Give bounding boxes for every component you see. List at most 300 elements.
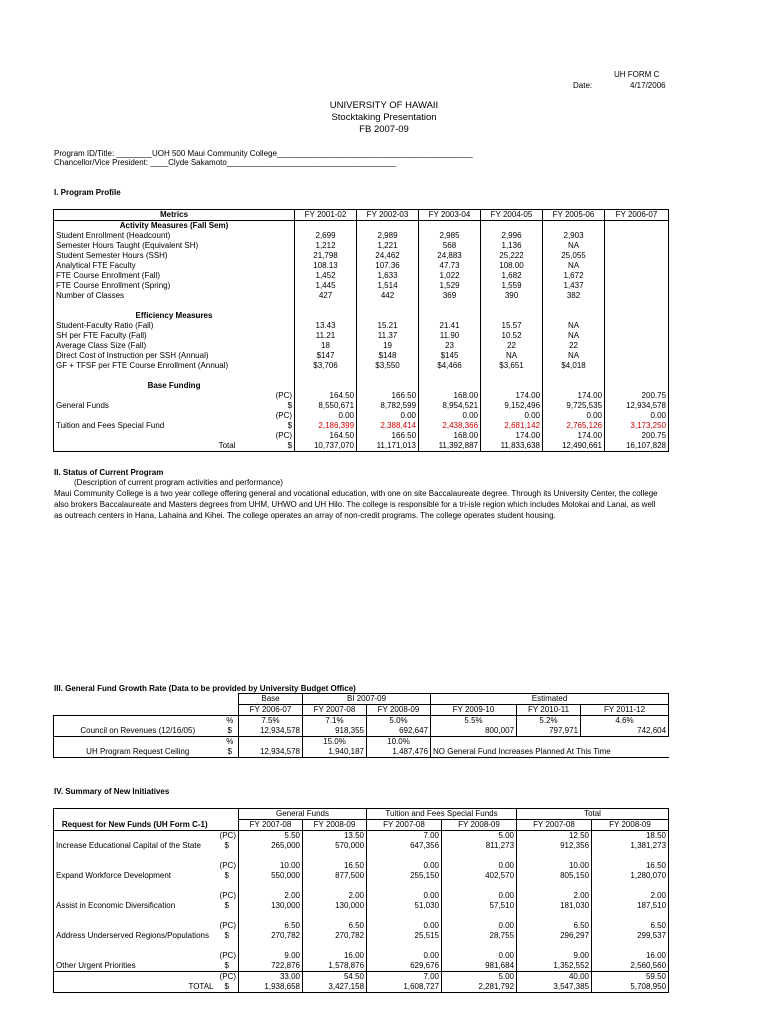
growth-group-row — [54, 694, 669, 705]
funding-value: 174.00 — [543, 391, 605, 401]
table-cell — [54, 861, 216, 871]
program-status-description: Maui Community College is a two year college offering general and vocational education, with one on site Baccalaureate degree. Through its University Center, the college also brokers Baccalaureate and Masters degrees from UHM, UHWO and UH Hilo. The college is responsible for a tri-isle region which includes Molokai and Lanai, as well as outreach centers in Hana, Lahaina and Kihei. The college operates an array of non-credit programs. The college operates student housing. — [54, 489, 658, 520]
table-cell — [517, 851, 592, 861]
funding-value: 200.75 — [605, 431, 669, 441]
activity-row — [54, 251, 669, 261]
table-cell — [419, 381, 481, 391]
council-amount: 797,971 — [517, 726, 581, 737]
efficiency-heading: Efficiency Measures — [54, 311, 295, 321]
funding-value: 168.00 — [419, 391, 481, 401]
metric-value: 1,682 — [481, 271, 543, 281]
pc-value: 0.00 — [442, 891, 517, 901]
table-cell — [605, 381, 669, 391]
table-cell — [295, 221, 357, 232]
dollar-unit: $ — [216, 901, 239, 911]
activity-row — [54, 241, 669, 251]
initiative-label: Increase Educational Capital of the State — [56, 841, 201, 850]
base-funding-row — [54, 421, 669, 431]
usd-value: 629,676 — [367, 961, 442, 972]
total-pc-value: 7.00 — [367, 972, 442, 983]
table-cell — [303, 941, 367, 951]
date-label: Date: — [573, 81, 593, 90]
year-header: FY 2007-08 — [239, 820, 303, 831]
section-1-heading: I. Program Profile — [54, 188, 121, 197]
dollar-unit: $ — [216, 982, 239, 993]
pc-unit: (PC) — [216, 972, 239, 983]
initiative-pc-row — [54, 831, 669, 842]
metric-label: FTE Course Enrollment (Spring) — [54, 281, 295, 291]
base-funding-row — [54, 401, 669, 411]
base-funding-row — [54, 411, 669, 421]
table-cell — [419, 311, 481, 321]
funding-value: 2,681,142 — [481, 421, 543, 431]
table-cell — [605, 371, 669, 381]
funding-value: 8,550,671 — [295, 401, 357, 411]
metric-value: $3,706 — [295, 361, 357, 371]
year-header: FY 2011-12 — [581, 705, 669, 716]
metric-value — [605, 321, 669, 331]
metric-value: 15.21 — [357, 321, 419, 331]
spacer-row — [54, 881, 669, 891]
metric-value: NA — [543, 261, 605, 271]
year-header: FY 2010-11 — [517, 705, 581, 716]
request-percent: 15.0% — [303, 737, 367, 748]
table-cell — [54, 851, 216, 861]
general-funds-header: General Funds — [239, 809, 367, 820]
year-header: FY 2006-07 — [239, 705, 303, 716]
funding-value: 11,833,638 — [481, 441, 543, 452]
dollar-unit: $ — [216, 961, 239, 972]
section-3-heading: III. General Fund Growth Rate (Data to be provided by University Budget Office) — [54, 684, 356, 693]
table-cell — [592, 881, 669, 891]
total-usd-value: 3,547,385 — [517, 982, 592, 993]
initiative-usd-row — [54, 901, 669, 911]
council-percent: 5.2% — [517, 716, 581, 727]
pc-value: 0.00 — [442, 861, 517, 871]
funding-value: 200.75 — [605, 391, 669, 401]
initiative-pc-row — [54, 891, 669, 901]
funding-value: 12,934,578 — [605, 401, 669, 411]
table-cell — [543, 311, 605, 321]
funding-value: 9,152,496 — [481, 401, 543, 411]
usd-value: 2,560,560 — [592, 961, 669, 972]
funding-value: 2,765,126 — [543, 421, 605, 431]
council-amount: 742,604 — [581, 726, 669, 737]
total-header: Total — [517, 809, 669, 820]
table-cell — [54, 705, 239, 716]
usd-value: 25,515 — [367, 931, 442, 941]
funding-unit: $ — [238, 401, 295, 411]
initiatives-group-row — [54, 809, 669, 820]
base-group-header: Base — [239, 694, 303, 705]
metric-value: 390 — [481, 291, 543, 301]
year-header: FY 2007-08 — [303, 705, 367, 716]
total-usd-row — [54, 982, 669, 993]
metric-value: 10.52 — [481, 331, 543, 341]
metric-value — [605, 281, 669, 291]
metric-value: 15.57 — [481, 321, 543, 331]
year-header: FY 2009-10 — [431, 705, 517, 716]
table-cell — [216, 820, 239, 831]
pc-value: 5.50 — [239, 831, 303, 842]
initiative-usd-row — [54, 871, 669, 881]
pc-unit: (PC) — [216, 861, 239, 871]
usd-value: 299,537 — [592, 931, 669, 941]
metric-value: 24,462 — [357, 251, 419, 261]
usd-value: 296,297 — [517, 931, 592, 941]
funding-value: 174.00 — [481, 431, 543, 441]
base-funding-row — [54, 441, 669, 452]
spacer-row — [54, 941, 669, 951]
table-cell — [357, 311, 419, 321]
initiatives-year-row — [54, 820, 669, 831]
total-pc-value: 54.50 — [303, 972, 367, 983]
request-note: NO General Fund Increases Planned At This Time — [431, 747, 669, 758]
pc-unit: (PC) — [216, 921, 239, 931]
table-cell — [442, 941, 517, 951]
table-cell — [367, 851, 442, 861]
council-percent: 5.5% — [431, 716, 517, 727]
metric-label: SH per FTE Faculty (Fall) — [54, 331, 295, 341]
table-cell — [605, 221, 669, 232]
table-cell — [543, 381, 605, 391]
funding-unit: $ — [238, 421, 295, 431]
usd-value: 402,570 — [442, 871, 517, 881]
year-header: FY 2001-02 — [295, 210, 357, 221]
metric-value: $3,550 — [357, 361, 419, 371]
table-cell — [54, 809, 239, 820]
table-cell — [54, 881, 216, 891]
table-cell — [216, 881, 239, 891]
metric-value: 1,022 — [419, 271, 481, 281]
chancellor-line: Chancellor/Vice President: ____Clyde Sakamoto______________________________________ — [54, 158, 396, 167]
table-cell — [543, 301, 605, 311]
metric-value: 369 — [419, 291, 481, 301]
table-cell — [54, 716, 222, 727]
funding-value: 3,173,250 — [605, 421, 669, 431]
metric-value: 108.13 — [295, 261, 357, 271]
metric-value: 22 — [481, 341, 543, 351]
table-cell — [605, 301, 669, 311]
pc-value: 7.00 — [367, 831, 442, 842]
metrics-header: Metrics — [54, 210, 295, 221]
table-cell — [295, 371, 357, 381]
metric-value: 11.37 — [357, 331, 419, 341]
pc-value: 16.00 — [303, 951, 367, 961]
metric-value: 2,996 — [481, 231, 543, 241]
metric-value: 1,672 — [543, 271, 605, 281]
metric-value — [605, 261, 669, 271]
pc-value: 9.00 — [517, 951, 592, 961]
initiative-usd-row — [54, 841, 669, 851]
usd-value: 57,510 — [442, 901, 517, 911]
growth-year-row — [54, 705, 669, 716]
report-title — [234, 100, 534, 136]
year-header: FY 2008-09 — [367, 705, 431, 716]
usd-value: 130,000 — [239, 901, 303, 911]
efficiency-row — [54, 321, 669, 331]
usd-value: 181,030 — [517, 901, 592, 911]
table-cell — [481, 301, 543, 311]
metric-value: 1,452 — [295, 271, 357, 281]
funding-value: 164.50 — [295, 391, 357, 401]
metric-value: $4,018 — [543, 361, 605, 371]
metric-value: 25,055 — [543, 251, 605, 261]
metric-value: $148 — [357, 351, 419, 361]
pc-unit: (PC) — [216, 891, 239, 901]
metric-value: NA — [481, 351, 543, 361]
metric-value: 2,699 — [295, 231, 357, 241]
metric-value — [605, 251, 669, 261]
efficiency-row — [54, 331, 669, 341]
year-header: FY 2008-09 — [442, 820, 517, 831]
funding-value: 164.50 — [295, 431, 357, 441]
pc-value: 13.50 — [303, 831, 367, 842]
year-header: FY 2002-03 — [357, 210, 419, 221]
funding-label: Tuition and Fees Special Fund — [56, 421, 165, 430]
metric-value: 22 — [543, 341, 605, 351]
metric-value — [605, 331, 669, 341]
metric-value: 47.73 — [419, 261, 481, 271]
activity-row — [54, 281, 669, 291]
pc-value: 6.50 — [592, 921, 669, 931]
pc-value: 2.00 — [303, 891, 367, 901]
request-usd-row — [54, 747, 669, 758]
funding-value: 16,107,828 — [605, 441, 669, 452]
table-cell — [295, 381, 357, 391]
total-pc-row — [54, 972, 669, 983]
metric-value: 11.21 — [295, 331, 357, 341]
metric-label: Semester Hours Taught (Equivalent SH) — [54, 241, 295, 251]
usd-value: 28,755 — [442, 931, 517, 941]
request-percent: 10.0% — [367, 737, 431, 748]
table-cell — [357, 371, 419, 381]
usd-value: 51,030 — [367, 901, 442, 911]
metric-value: $145 — [419, 351, 481, 361]
usd-value: 1,280,070 — [592, 871, 669, 881]
usd-value: 1,381,273 — [592, 841, 669, 851]
metric-label: Analytical FTE Faculty — [54, 261, 295, 271]
table-cell — [357, 301, 419, 311]
efficiency-row — [54, 341, 669, 351]
activity-row — [54, 261, 669, 271]
activity-row — [54, 271, 669, 281]
metric-label: Number of Classes — [54, 291, 295, 301]
table-cell — [216, 941, 239, 951]
funding-value: 2,388,414 — [357, 421, 419, 431]
usd-value: 130,000 — [303, 901, 367, 911]
efficiency-heading-row — [54, 311, 669, 321]
council-usd-row — [54, 726, 669, 737]
metric-value: 24,883 — [419, 251, 481, 261]
table-cell — [543, 221, 605, 232]
tuition-funds-header: Tuition and Fees Special Funds — [367, 809, 517, 820]
usd-value: 270,782 — [239, 931, 303, 941]
initiative-pc-row — [54, 861, 669, 871]
metric-value — [605, 341, 669, 351]
usd-value: 187,510 — [592, 901, 669, 911]
spacer-row — [54, 851, 669, 861]
usd-value: 255,150 — [367, 871, 442, 881]
request-percent — [239, 737, 303, 748]
usd-value: 722,876 — [239, 961, 303, 972]
table-cell — [303, 851, 367, 861]
year-header: FY 2007-08 — [517, 820, 592, 831]
activity-heading-row — [54, 221, 669, 232]
table-cell — [442, 911, 517, 921]
usd-value: 647,356 — [367, 841, 442, 851]
usd-value: 805,150 — [517, 871, 592, 881]
pc-value: 2.00 — [517, 891, 592, 901]
table-cell — [442, 851, 517, 861]
funding-label — [54, 391, 238, 401]
metric-value: NA — [543, 331, 605, 341]
request-label: UH Program Request Ceiling — [54, 747, 222, 758]
pc-value: 10.00 — [517, 861, 592, 871]
funding-unit: (PC) — [238, 431, 295, 441]
initiative-usd-row — [54, 931, 669, 941]
metric-value: 1,212 — [295, 241, 357, 251]
efficiency-row — [54, 351, 669, 361]
funding-label: Total — [218, 441, 236, 450]
metric-value — [605, 361, 669, 371]
request-amount: 12,934,578 — [239, 747, 303, 758]
metric-value: 1,514 — [357, 281, 419, 291]
funding-value: 0.00 — [419, 411, 481, 421]
form-id: UH FORM C — [614, 70, 660, 79]
table-cell — [517, 941, 592, 951]
funding-value: 168.00 — [419, 431, 481, 441]
metric-value: 18 — [295, 341, 357, 351]
funding-unit: (PC) — [238, 411, 295, 421]
base-funding-heading: Base Funding — [54, 381, 295, 391]
table-cell — [303, 911, 367, 921]
profile-header-row — [54, 210, 669, 221]
council-amount: 12,934,578 — [239, 726, 303, 737]
section-4-heading: IV. Summary of New Initiatives — [54, 787, 170, 796]
usd-value: 1,352,552 — [517, 961, 592, 972]
table-cell — [431, 737, 669, 748]
table-cell — [239, 881, 303, 891]
initiative-usd-row — [54, 961, 669, 972]
base-funding-row — [54, 431, 669, 441]
total-usd-value: 5,708,950 — [592, 982, 669, 993]
presentation-name: Stocktaking Presentation — [331, 112, 437, 123]
initiative-pc-row — [54, 921, 669, 931]
table-cell — [303, 881, 367, 891]
usd-value: 877,500 — [303, 871, 367, 881]
university-name: UNIVERSITY OF HAWAII — [329, 100, 439, 111]
funding-value: 0.00 — [295, 411, 357, 421]
usd-value: 570,000 — [303, 841, 367, 851]
table-cell — [367, 941, 442, 951]
table-cell — [517, 881, 592, 891]
metric-value: 107.36 — [357, 261, 419, 271]
metric-value — [605, 271, 669, 281]
table-cell — [605, 311, 669, 321]
metric-value: $4,466 — [419, 361, 481, 371]
funding-value: 166.50 — [357, 431, 419, 441]
table-cell — [54, 737, 222, 748]
year-header: FY 2008-09 — [303, 820, 367, 831]
base-heading-row — [54, 381, 669, 391]
table-cell — [481, 311, 543, 321]
section-2-subheading: (Description of current program activities and performance) — [74, 478, 283, 487]
table-cell — [419, 301, 481, 311]
metric-value: 1,633 — [357, 271, 419, 281]
table-cell — [54, 371, 295, 381]
new-initiatives-table — [53, 808, 669, 993]
percent-unit: % — [222, 737, 239, 748]
base-funding-row — [54, 391, 669, 401]
council-percent: 5.0% — [367, 716, 431, 727]
council-pct-row — [54, 716, 669, 727]
metric-value: 1,529 — [419, 281, 481, 291]
metric-value: 2,985 — [419, 231, 481, 241]
council-amount: 800,007 — [431, 726, 517, 737]
table-cell — [481, 221, 543, 232]
metric-label: Student-Faculty Ratio (Fall) — [54, 321, 295, 331]
pc-value: 6.50 — [303, 921, 367, 931]
estimated-group-header: Estimated — [431, 694, 669, 705]
funding-label — [54, 431, 238, 441]
initiative-label: Address Underserved Regions/Populations — [56, 931, 209, 940]
section-2-heading: II. Status of Current Program — [54, 468, 164, 477]
total-pc-value: 5.00 — [442, 972, 517, 983]
pc-value: 0.00 — [442, 921, 517, 931]
initiative-pc-row — [54, 951, 669, 961]
usd-value: 265,000 — [239, 841, 303, 851]
metric-value: 19 — [357, 341, 419, 351]
funding-value: 0.00 — [605, 411, 669, 421]
usd-value: 550,000 — [239, 871, 303, 881]
metric-value: 108.00 — [481, 261, 543, 271]
metric-value: $3,651 — [481, 361, 543, 371]
usd-value: 270,782 — [303, 931, 367, 941]
metric-value: 2,903 — [543, 231, 605, 241]
pc-unit: (PC) — [216, 951, 239, 961]
dollar-unit: $ — [216, 931, 239, 941]
table-cell — [54, 972, 216, 983]
table-cell — [54, 911, 216, 921]
metric-value: 11.90 — [419, 331, 481, 341]
metric-value: 21.41 — [419, 321, 481, 331]
table-cell — [216, 851, 239, 861]
spacer-row — [54, 911, 669, 921]
initiative-label: Expand Workforce Development — [56, 871, 172, 880]
usd-value: 811,273 — [442, 841, 517, 851]
table-cell — [54, 301, 295, 311]
pc-value: 6.50 — [239, 921, 303, 931]
total-label: TOTAL — [188, 982, 214, 991]
table-cell — [543, 371, 605, 381]
spacer-row — [54, 371, 669, 381]
total-pc-value: 59.50 — [592, 972, 669, 983]
percent-unit: % — [222, 716, 239, 727]
usd-value: 1,578,876 — [303, 961, 367, 972]
table-cell — [54, 694, 239, 705]
council-label: Council on Revenues (12/16/05) — [54, 726, 222, 737]
funding-label — [54, 411, 238, 421]
metric-value: 382 — [543, 291, 605, 301]
table-cell — [239, 941, 303, 951]
activity-row — [54, 291, 669, 301]
metric-value: 21,798 — [295, 251, 357, 261]
table-cell — [295, 311, 357, 321]
metric-value — [605, 351, 669, 361]
table-cell — [239, 851, 303, 861]
table-cell — [592, 911, 669, 921]
